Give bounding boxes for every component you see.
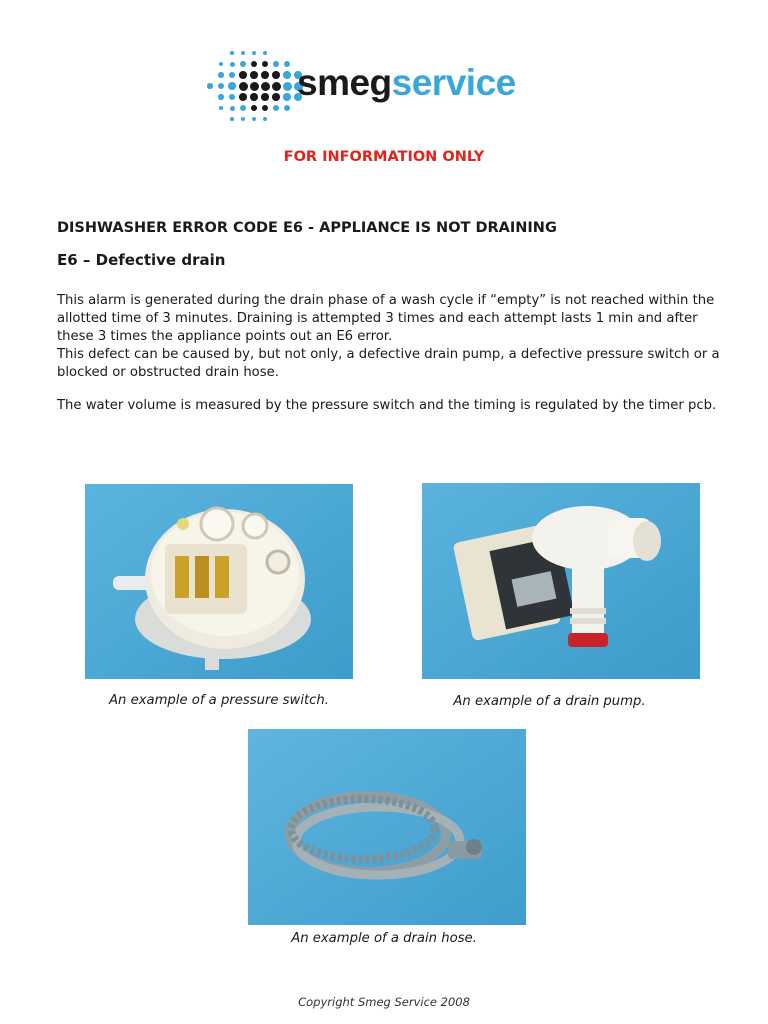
page-title: DISHWASHER ERROR CODE E6 - APPLIANCE IS NOT DRAINING bbox=[57, 220, 557, 236]
logo-dot bbox=[262, 61, 268, 67]
logo-dot bbox=[240, 61, 246, 67]
smeg-service-logo bbox=[205, 40, 565, 135]
logo-dot bbox=[283, 93, 291, 101]
logo-dot bbox=[219, 62, 223, 66]
logo-dot bbox=[263, 51, 268, 56]
logo-dot bbox=[250, 82, 259, 91]
logo-dot bbox=[239, 82, 248, 91]
logo-dot bbox=[239, 71, 247, 79]
logo-dot bbox=[273, 105, 279, 111]
drain-pump-caption: An example of a drain pump. bbox=[453, 694, 646, 709]
logo-dot bbox=[241, 117, 246, 122]
logo-dot bbox=[252, 51, 257, 56]
logo-dot bbox=[284, 61, 290, 67]
logo-dot bbox=[230, 106, 235, 111]
logo-dot bbox=[251, 61, 257, 67]
pressure-switch-photo bbox=[85, 484, 353, 679]
logo-dot bbox=[252, 117, 257, 122]
logo-dot bbox=[273, 61, 279, 67]
logo-dot bbox=[283, 82, 292, 91]
logo-dot bbox=[218, 83, 225, 90]
logo-dot bbox=[272, 71, 280, 79]
logo-dot bbox=[239, 93, 247, 101]
pressure-switch-caption: An example of a pressure switch. bbox=[109, 693, 329, 708]
drain-hose-photo bbox=[248, 729, 526, 925]
logo-dot bbox=[230, 51, 234, 55]
logo-dot bbox=[230, 62, 235, 67]
measurement-paragraph: The water volume is measured by the pressure switch and the timing is regulated by the timer pcb. bbox=[57, 398, 717, 413]
section-heading: E6 – Defective drain bbox=[57, 251, 226, 269]
logo-dot bbox=[218, 94, 223, 99]
logo-dot bbox=[219, 106, 223, 110]
logo-dot bbox=[218, 72, 223, 77]
alarm-description: This alarm is generated during the drain phase of a wash cycle if “empty” is not reached within the allotted time of 3 minutes. Draining is attempted 3 times and each attempt lasts 1 min and after these 3 times the appliance points out an E6 error. bbox=[57, 293, 715, 344]
drain-pump-photo bbox=[422, 483, 700, 679]
logo-dot bbox=[250, 71, 258, 79]
description-paragraph bbox=[57, 292, 737, 382]
logo-dot bbox=[272, 93, 280, 101]
logo-dot bbox=[261, 93, 269, 101]
logo-dot bbox=[230, 117, 234, 121]
logo-dot bbox=[284, 105, 290, 111]
logo-dot bbox=[229, 94, 235, 100]
logo-dot bbox=[263, 117, 268, 122]
logo-dot bbox=[228, 82, 236, 90]
logo-dot bbox=[251, 105, 257, 111]
defect-causes: This defect can be caused by, but not only, a defective drain pump, a defective pressure switch or a blocked or obstructed drain hose. bbox=[57, 347, 720, 380]
logo-dot bbox=[240, 105, 246, 111]
logo-dot bbox=[207, 83, 212, 88]
logo-dot bbox=[241, 51, 246, 56]
logo-wordmark: smegservice bbox=[297, 62, 516, 103]
logo-dot bbox=[250, 93, 258, 101]
information-notice: FOR INFORMATION ONLY bbox=[283, 149, 485, 165]
copyright-notice: Copyright Smeg Service 2008 bbox=[298, 995, 470, 1009]
logo-dot bbox=[229, 72, 235, 78]
drain-hose-caption: An example of a drain hose. bbox=[291, 931, 477, 946]
logo-dot bbox=[261, 71, 269, 79]
logo-dot bbox=[272, 82, 281, 91]
logo-dot bbox=[261, 82, 270, 91]
logo-dot bbox=[283, 71, 291, 79]
logo-dot bbox=[262, 105, 268, 111]
